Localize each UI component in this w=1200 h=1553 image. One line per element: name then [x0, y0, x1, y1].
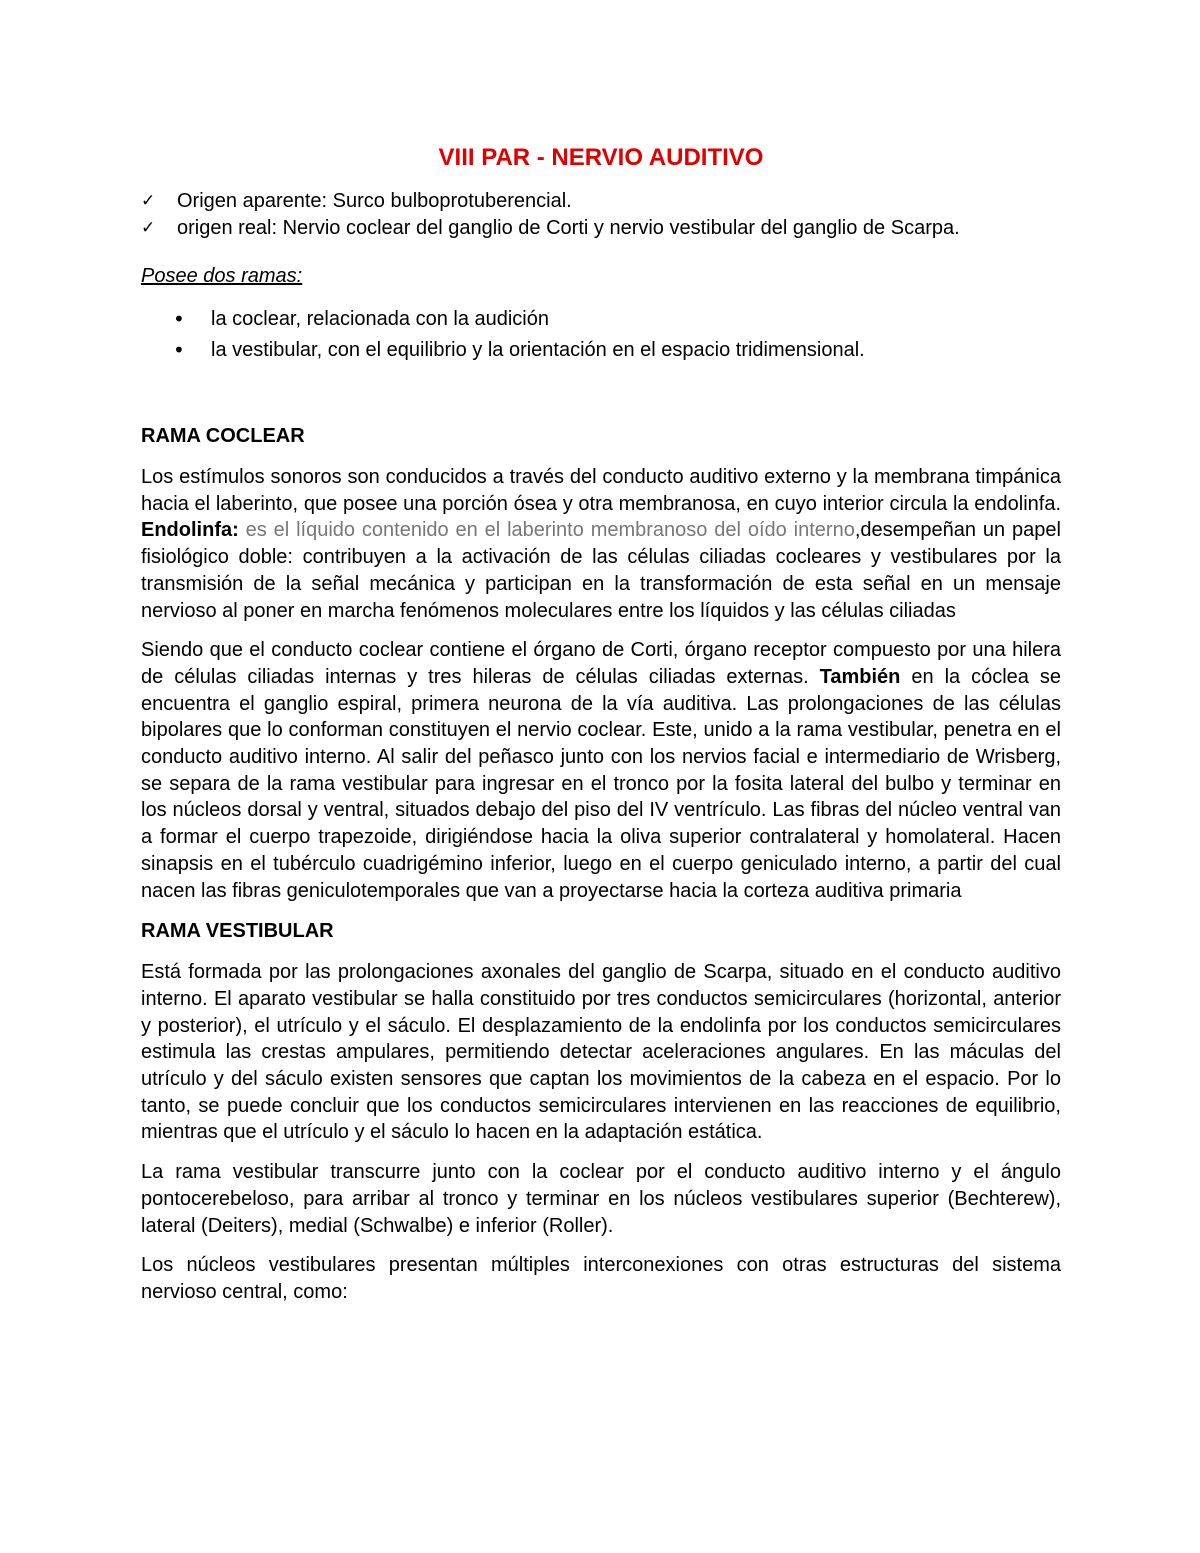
list-item — [141, 215, 1061, 242]
check-icon: ✓ — [141, 191, 156, 211]
branch-text: la coclear, relacionada con la audición — [211, 308, 549, 330]
origin-text: origen real: Nervio coclear del ganglio de Corti y nervio vestibular del ganglio de Scarpa. — [177, 217, 960, 239]
coclear-paragraph-1 — [141, 464, 1061, 624]
vestibular-paragraph-3: Los núcleos vestibulares presentan múltiples interconexiones con otras estructuras del sistema nervioso central, como: — [141, 1254, 1061, 1303]
section-heading-rama-vestibular: RAMA VESTIBULAR — [141, 920, 334, 943]
branch-text: la vestibular, con el equilibrio y la orientación en el espacio tridimensional. — [211, 339, 865, 361]
vestibular-paragraph-2: La rama vestibular transcurre junto con la coclear por el conducto auditivo interno y el ángulo pontocerebeloso, para arribar al tronco y terminar en los núcleos vestibulares superior (Bechterew), lateral (Deiters), medial (Schwalbe) e inferior (Roller). — [141, 1161, 1061, 1237]
vestibular-paragraph-1: Está formada por las prolongaciones axonales del ganglio de Scarpa, situado en el conducto auditivo interno. El aparato vestibular se halla constituido por tres conductos semicirculares (horizontal, anterior y posterior), el utrículo y el sáculo. El desplazamiento de la endolinfa por los conductos semicirculares estimula las crestas ampulares, permitiendo detectar aceleraciones angulares. En las máculas del utrículo y del sáculo existen sensores que captan los movimientos de la cabeza en el espacio. Por lo tanto, se puede concluir que los conductos semicirculares intervienen en las reacciones de equilibrio, mientras que el utrículo y el sáculo lo hacen en la adaptación estática. — [141, 961, 1061, 1144]
document-title: VIII PAR - NERVIO AUDITIVO — [438, 144, 764, 171]
endolinfa-term: Endolinfa: — [141, 519, 239, 542]
section-heading-rama-coclear: RAMA COCLEAR — [141, 425, 305, 447]
bold-term: También — [819, 665, 901, 688]
bullet-icon: • — [173, 307, 185, 331]
endolinfa-definition: es el líquido contenido en el laberinto membranoso del oído interno — [238, 519, 855, 542]
branches-intro: Posee dos ramas: — [141, 265, 303, 287]
coclear-paragraph-2 — [141, 637, 1061, 904]
list-item — [173, 304, 1061, 335]
origin-list — [141, 188, 1061, 242]
bullet-icon: • — [173, 338, 185, 362]
document-page — [141, 140, 1061, 1319]
text-run: Los estímulos sonoros son conducidos a través del conducto auditivo externo y la membrana timpánica hacia el laberinto, que posee una porción ósea y otra membranosa, en cuyo interior circula la endolinfa. — [141, 466, 1061, 515]
list-item — [141, 188, 1061, 215]
origin-text: Origen aparente: Surco bulboprotuberencial. — [177, 190, 572, 212]
check-icon: ✓ — [141, 218, 156, 238]
text-run: ,desempeñan un papel fisiológico doble: contribuyen a la activación de las células ciliadas cocleares y vestibulares por la transmisión de la señal mecánica y participan en la transformación de esta señal en un mensaje nervioso al poner en marcha fenómenos moleculares entre los líquidos y las células ciliadas — [141, 519, 1061, 622]
text-run: en la cóclea se encuentra el ganglio espiral, primera neurona de la vía auditiva. Las prolongaciones de las células bipolares que lo conforman constituyen el nervio coclear. Este, unido a la rama vestibular, penetra en el conducto auditivo interno. Al salir del peñasco junto con los nervios facial e intermediario de Wrisberg, se separa de la rama vestibular para ingresar en el tronco por la fosita lateral del bulbo y terminar en los núcleos dorsal y ventral, situados debajo del piso del IV ventrículo. Las fibras del núcleo ventral van a formar el cuerpo trapezoide, dirigiéndose hacia la oliva superior contralateral y homolateral. Hacen sinapsis en el tubérculo cuadrigémino inferior, luego en el cuerpo geniculado interno, a partir del cual nacen las fibras geniculotemporales que van a proyectarse hacia la corteza auditiva primaria — [141, 665, 1061, 902]
list-item — [173, 335, 1061, 366]
text-run: Siendo que el conducto coclear contiene el órgano de Corti, órgano receptor compuesto por una hilera de células ciliadas internas y tres hileras de células ciliadas externas. — [141, 639, 1061, 688]
branches-list — [141, 304, 1061, 366]
